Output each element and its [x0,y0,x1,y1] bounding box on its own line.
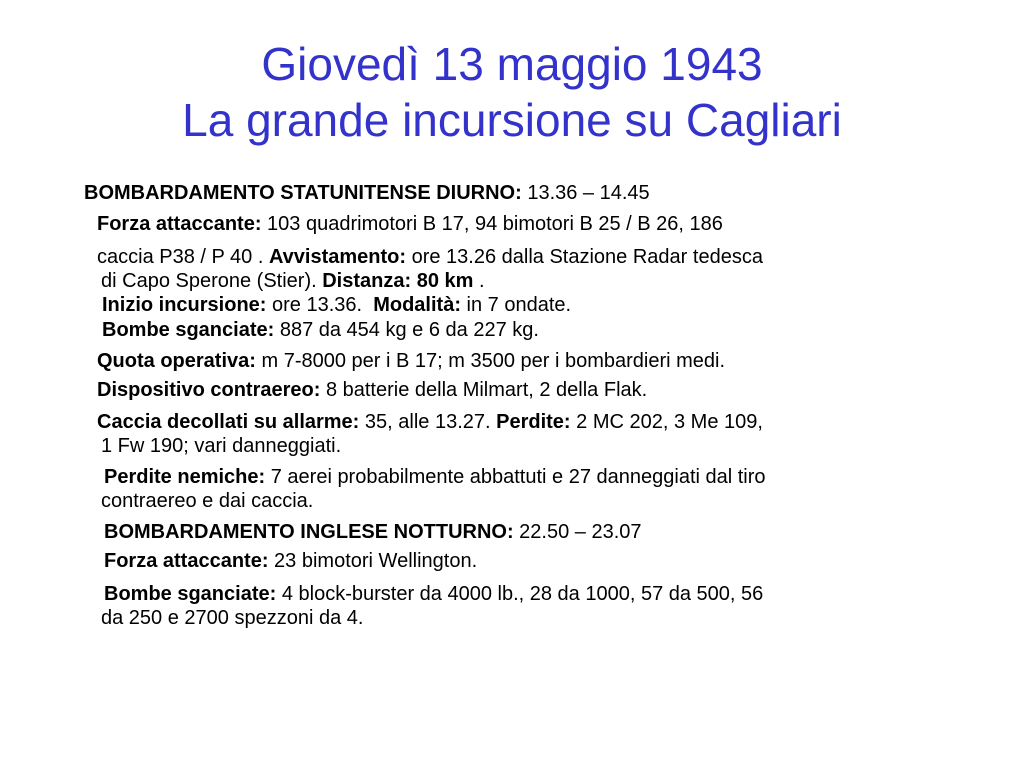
enemy-losses-line: Perdite nemiche: 7 aerei probabilmente abbattuti e 27 danneggiati dal tiro [104,466,766,488]
us-force-sighting-line: caccia P38 / P 40 . Avvistamento: ore 13.26 dalla Stazione Radar tedesca [97,246,763,268]
us-bombs-line: Bombe sganciate: 887 da 454 kg e 6 da 227 kg. [102,319,539,341]
title-line-1: Giovedì 13 maggio 1943 [261,38,763,90]
uk-bombs-line-cont: da 250 e 2700 spezzoni da 4. [101,607,364,629]
aa-defense-line: Dispositivo contraereo: 8 batterie della Milmart, 2 della Flak. [97,379,648,401]
enemy-losses-line-cont: contraereo e dai caccia. [101,490,314,512]
slide-title [0,36,1024,148]
uk-bombs-line: Bombe sganciate: 4 block-burster da 4000 lb., 28 da 1000, 57 da 500, 56 [104,583,764,605]
uk-force-line: Forza attaccante: 23 bimotori Wellington. [104,550,478,572]
sighting-distance-line: di Capo Sperone (Stier). Distanza: 80 km . [101,270,485,292]
uk-raid-heading: BOMBARDAMENTO INGLESE NOTTURNO: 22.50 – 23.07 [104,521,642,543]
us-raid-heading: BOMBARDAMENTO STATUNITENSE DIURNO: 13.36 – 14.45 [84,182,650,204]
altitude-line: Quota operativa: m 7-8000 per i B 17; m 3500 per i bombardieri medi. [97,350,726,372]
us-force-line: Forza attaccante: 103 quadrimotori B 17, 94 bimotori B 25 / B 26, 186 [97,213,723,235]
fighters-line: Caccia decollati su allarme: 35, alle 13.27. Perdite: 2 MC 202, 3 Me 109, [97,411,763,433]
title-line-2: La grande incursione su Cagliari [182,94,842,146]
raid-start-line: Inizio incursione: ore 13.36. Modalità: in 7 ondate. [102,294,572,316]
fighters-line-cont: 1 Fw 190; vari danneggiati. [101,435,342,457]
